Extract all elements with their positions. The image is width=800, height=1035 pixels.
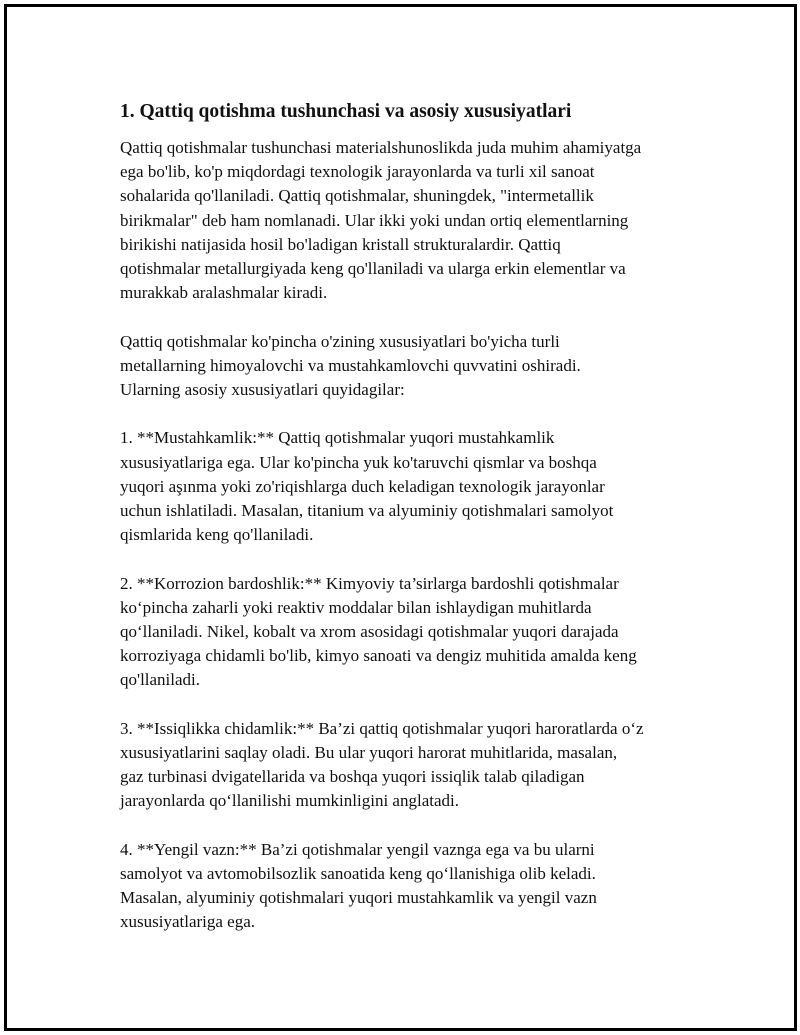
paragraph-line: Qattiq qotishmalar ko'pincha o'zining xususiyatlari bo'yicha turli [120, 331, 560, 351]
paragraph-list [120, 136, 710, 935]
paragraph-line: ko‘pincha zaharli yoki reaktiv moddalar bilan ishlaydigan muhitlarda [120, 597, 592, 617]
paragraph-line: ega bo'lib, ko'p miqdordagi texnologik jarayonlarda va turli xil sanoat [120, 162, 595, 182]
paragraph-line: Qattiq qotishmalar tushunchasi materialshunoslikda juda muhim ahamiyatga [120, 138, 642, 157]
paragraph-line: Ularning asosiy xususiyatlari quyidagilar: [120, 380, 405, 400]
paragraph-line: yuqori aşınma yoki zo'riqishlarga duch keladigan texnologik jarayonlar [120, 476, 605, 496]
paragraph-line: qotishmalar metallurgiyada keng qo'llaniladi va ularga erkin elementlar va [120, 259, 626, 279]
paragraph [120, 136, 710, 305]
paragraph-line: qo'llaniladi. [120, 670, 201, 690]
paragraph [120, 330, 710, 403]
paragraph-line: korroziyaga chidamli bo'lib, kimyo sanoati va dengiz muhitida amalda keng [120, 646, 637, 666]
paragraph-line: xususiyatlarini saqlay oladi. Bu ular yuqori harorat muhitlarida, masalan, [120, 743, 618, 763]
paragraph-line: qo‘llaniladi. Nikel, kobalt va xrom asosidagi qotishmalar yuqori darajada [120, 622, 619, 642]
paragraph-line: jarayonlarda qo‘llanilishi mumkinligini anglatadi. [120, 791, 459, 811]
paragraph-line: 4. **Yengil vazn:** Ba’zi qotishmalar yengil vaznga ega va bu ularni [120, 839, 595, 859]
paragraph [120, 426, 710, 547]
paragraph [120, 717, 710, 814]
paragraph-line: samolyot va avtomobilsozlik sanoatida keng qo‘llanishiga olib keladi. [120, 864, 596, 884]
paragraph-line: sohalarida qo'llaniladi. Qattiq qotishmalar, shuningdek, "intermetallik [120, 186, 594, 206]
paragraph-line: uchun ishlatiladi. Masalan, titanium va alyuminiy qotishmalari samolyot [120, 501, 614, 521]
document-content [120, 99, 710, 935]
paragraph [120, 572, 710, 693]
paragraph [120, 838, 710, 935]
section-heading: 1. Qattiq qotishma tushunchasi va asosiy xususiyatlari [120, 101, 572, 122]
paragraph-line: xususiyatlariga ega. Ular ko'pincha yuk ko'taruvchi qismlar va boshqa [120, 452, 597, 472]
document-page [4, 4, 797, 1031]
paragraph-line: birikishi natijasida hosil bo'ladigan kristall strukturalardir. Qattiq [120, 234, 561, 254]
paragraph-line: murakkab aralashmalar kiradi. [120, 283, 328, 303]
paragraph-line: 2. **Korrozion bardoshlik:** Kimyoviy ta’sirlarga bardoshli qotishmalar [120, 573, 619, 593]
paragraph-line: 1. **Mustahkamlik:** Qattiq qotishmalar yuqori mustahkamlik [120, 428, 555, 448]
paragraph-line: birikmalar" deb ham nomlanadi. Ular ikki yoki undan ortiq elementlarning [120, 210, 629, 230]
paragraph-line: metallarning himoyalovchi va mustahkamlovchi quvvatini oshiradi. [120, 355, 581, 375]
paragraph-line: qismlarida keng qo'llaniladi. [120, 525, 314, 545]
paragraph-line: gaz turbinasi dvigatellarida va boshqa yuqori issiqlik talab qiladigan [120, 767, 585, 787]
paragraph-line: 3. **Issiqlikka chidamlik:** Ba’zi qattiq qotishmalar yuqori haroratlarda o‘z [120, 718, 644, 738]
paragraph-line: Masalan, alyuminiy qotishmalari yuqori mustahkamlik va yengil vazn [120, 888, 597, 908]
paragraph-line: xususiyatlariga ega. [120, 912, 256, 932]
